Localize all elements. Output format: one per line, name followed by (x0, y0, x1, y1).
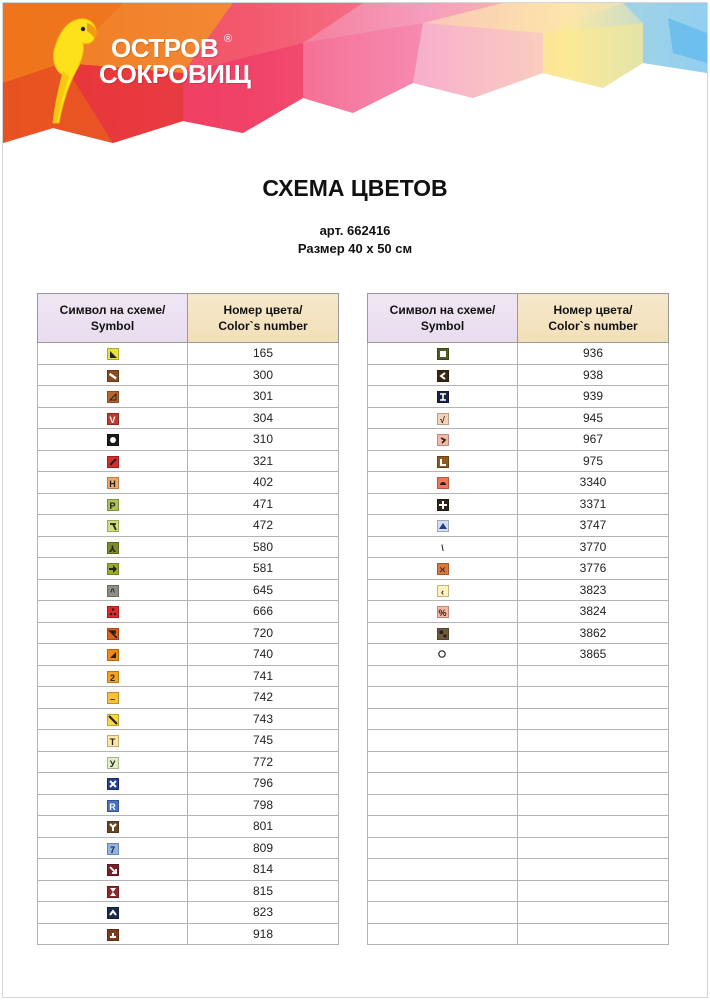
color-swatch: 2 (107, 671, 119, 683)
arrow-diagonal-icon (107, 864, 119, 876)
color-number: 938 (518, 364, 669, 386)
color-number: 3747 (518, 515, 669, 537)
symbol-cell (368, 794, 518, 816)
color-number: 936 (518, 343, 669, 365)
symbol-header-line2: Symbol (90, 319, 135, 333)
symbol-column-header (38, 294, 188, 343)
symbol-cell (368, 622, 518, 644)
symbol-cell (368, 773, 518, 795)
color-table-right (367, 293, 669, 945)
symbol-cell (368, 386, 518, 408)
color-number: 581 (188, 558, 339, 580)
symbol-cell (38, 773, 188, 795)
pick-icon (107, 520, 119, 532)
color-number: 3824 (518, 601, 669, 623)
symbol-cell (38, 515, 188, 537)
color-number: 772 (188, 751, 339, 773)
symbol-cell (38, 837, 188, 859)
table-row (38, 450, 339, 472)
color-number (518, 773, 669, 795)
page-title: СХЕМА ЦВЕТОВ (262, 175, 448, 201)
symbol-cell (38, 622, 188, 644)
table-row (38, 407, 339, 429)
empty-row (368, 708, 669, 730)
color-swatch: ‹ (437, 585, 449, 597)
color-number: 815 (188, 880, 339, 902)
symbol-cell (38, 386, 188, 408)
base-bar-icon (107, 929, 119, 941)
symbol-cell (368, 880, 518, 902)
dot-icon (107, 434, 119, 446)
table-row (368, 407, 669, 429)
symbol-cell (368, 558, 518, 580)
empty-row (368, 751, 669, 773)
circle-outline-icon (437, 649, 449, 661)
three-dots-icon (107, 606, 119, 618)
symbol-cell (38, 407, 188, 429)
color-number: 402 (188, 472, 339, 494)
arrow-right-icon (107, 563, 119, 575)
color-swatch: R (107, 800, 119, 812)
brand-line2: СОКРОВИЩ (99, 59, 251, 89)
table-row (38, 794, 339, 816)
color-swatch: % (438, 608, 447, 619)
table-row (38, 601, 339, 623)
symbol-cell (38, 880, 188, 902)
number-column-header (518, 294, 669, 343)
triangle-corner-icon (107, 348, 119, 360)
canvas-size: Размер 40 х 50 см (297, 241, 413, 256)
color-number: 798 (188, 794, 339, 816)
table-row (38, 751, 339, 773)
parrot-icon (41, 11, 101, 129)
color-swatch: У (107, 757, 119, 769)
color-number (518, 751, 669, 773)
color-number: 809 (188, 837, 339, 859)
table-row (368, 622, 669, 644)
table-row (368, 601, 669, 623)
symbol-cell (368, 730, 518, 752)
empty-row (368, 923, 669, 945)
color-swatch: √ (437, 413, 449, 425)
symbol-cell (368, 601, 518, 623)
symbol-cell (38, 902, 188, 924)
symbol-cell (368, 364, 518, 386)
i-beam-icon (437, 391, 449, 403)
color-number: 740 (188, 644, 339, 666)
table-row (38, 902, 339, 924)
slash-icon (107, 456, 119, 468)
color-swatch: 7 (107, 843, 119, 855)
symbol-cell (368, 429, 518, 451)
color-number: 720 (188, 622, 339, 644)
symbol-cell (368, 923, 518, 945)
table-row (368, 493, 669, 515)
color-number: 645 (188, 579, 339, 601)
table-row (38, 773, 339, 795)
table-row (368, 386, 669, 408)
table-row (368, 558, 669, 580)
color-number: 823 (188, 902, 339, 924)
color-number: 310 (188, 429, 339, 451)
color-number: 304 (188, 407, 339, 429)
color-number: 3371 (518, 493, 669, 515)
color-swatch: \ (437, 542, 449, 554)
table-row (38, 386, 339, 408)
table-row (38, 708, 339, 730)
color-number: 301 (188, 386, 339, 408)
color-number (518, 708, 669, 730)
color-number: 580 (188, 536, 339, 558)
diagonal-icon (107, 714, 119, 726)
symbol-cell (368, 515, 518, 537)
color-swatch: ^ (107, 585, 119, 597)
color-number (518, 859, 669, 881)
table-row (38, 816, 339, 838)
empty-row (368, 859, 669, 881)
empty-row (368, 665, 669, 687)
table-row (38, 837, 339, 859)
triangle-left-icon (107, 649, 119, 661)
symbol-cell (368, 536, 518, 558)
symbol-cell (368, 407, 518, 429)
number-column-header (188, 294, 339, 343)
color-number (518, 837, 669, 859)
solid-triangle-icon (437, 520, 449, 532)
plus-icon (437, 499, 449, 511)
split-dots-icon (437, 628, 449, 640)
hollow-square-icon (437, 348, 449, 360)
symbol-cell (368, 644, 518, 666)
symbol-cell (38, 579, 188, 601)
symbol-cell (38, 364, 188, 386)
empty-row (368, 794, 669, 816)
color-number (518, 730, 669, 752)
table-row (38, 472, 339, 494)
slash-bar-icon (107, 370, 119, 382)
color-number: 741 (188, 665, 339, 687)
symbol-cell (368, 859, 518, 881)
color-number (518, 923, 669, 945)
symbol-cell (38, 558, 188, 580)
color-chart-sheet (2, 2, 708, 998)
symbol-cell (368, 751, 518, 773)
empty-row (368, 880, 669, 902)
corner-l-icon (437, 456, 449, 468)
symbol-cell (38, 687, 188, 709)
table-row (38, 536, 339, 558)
color-number: 300 (188, 364, 339, 386)
hourglass-icon (107, 886, 119, 898)
symbol-cell (38, 730, 188, 752)
color-number: 3340 (518, 472, 669, 494)
symbol-cell (368, 665, 518, 687)
color-swatch: ✕ (437, 563, 449, 575)
table-row (368, 579, 669, 601)
symbol-cell (368, 687, 518, 709)
color-number: 945 (518, 407, 669, 429)
brand-line1: ОСТРОВ (111, 33, 219, 63)
color-number: 814 (188, 859, 339, 881)
number-header-line2: Color`s number (218, 319, 308, 333)
symbol-cell (38, 472, 188, 494)
symbol-cell (38, 450, 188, 472)
symbol-cell (38, 343, 188, 365)
symbol-cell (368, 816, 518, 838)
table-row (38, 880, 339, 902)
table-row (38, 859, 339, 881)
number-header-line2: Color`s number (548, 319, 638, 333)
color-swatch: H (107, 477, 119, 489)
color-number (518, 794, 669, 816)
color-number: 3865 (518, 644, 669, 666)
symbol-header-line1: Символ на схеме/ (59, 303, 166, 317)
table-row (38, 364, 339, 386)
symbol-cell (368, 708, 518, 730)
empty-row (368, 837, 669, 859)
color-number (518, 816, 669, 838)
symbol-header-line1: Символ на схеме/ (389, 303, 496, 317)
symbol-cell (38, 859, 188, 881)
color-number (518, 902, 669, 924)
half-disc-icon (437, 477, 449, 489)
table-row (38, 493, 339, 515)
table-row (368, 472, 669, 494)
table-row (38, 644, 339, 666)
color-number (518, 665, 669, 687)
color-swatch: – (107, 692, 119, 704)
color-number: 472 (188, 515, 339, 537)
color-number: 3823 (518, 579, 669, 601)
symbol-cell (38, 816, 188, 838)
table-row (38, 515, 339, 537)
symbol-cell (38, 644, 188, 666)
color-table-left (37, 293, 339, 945)
symbol-cell (368, 343, 518, 365)
table-row (38, 622, 339, 644)
brand-logo (41, 11, 251, 129)
color-swatch: T (107, 735, 119, 747)
outline-triangle-icon (107, 391, 119, 403)
color-number: 321 (188, 450, 339, 472)
symbol-cell (38, 665, 188, 687)
color-number: 975 (518, 450, 669, 472)
cross-icon (107, 778, 119, 790)
color-swatch: ⅄ (107, 542, 119, 554)
color-number: 939 (518, 386, 669, 408)
chevron-up-icon (107, 907, 119, 919)
symbol-cell (368, 450, 518, 472)
color-number (518, 687, 669, 709)
symbol-cell (368, 472, 518, 494)
empty-row (368, 773, 669, 795)
color-number: 801 (188, 816, 339, 838)
color-number: 3770 (518, 536, 669, 558)
article-number: арт. 662416 (319, 223, 391, 238)
table-row (368, 364, 669, 386)
symbol-cell (368, 493, 518, 515)
empty-row (368, 730, 669, 752)
color-number: 743 (188, 708, 339, 730)
check-hook-icon (437, 434, 449, 446)
color-number: 796 (188, 773, 339, 795)
table-row (368, 343, 669, 365)
color-number: 666 (188, 601, 339, 623)
chevron-left-icon (437, 370, 449, 382)
table-row (368, 450, 669, 472)
registered-mark: ® (224, 33, 233, 45)
table-row (38, 579, 339, 601)
color-number: 742 (188, 687, 339, 709)
color-number: 165 (188, 343, 339, 365)
trefoil-icon (107, 821, 119, 833)
symbol-column-header (368, 294, 518, 343)
symbol-cell (38, 708, 188, 730)
table-row (368, 515, 669, 537)
symbol-cell (368, 902, 518, 924)
number-header-line1: Номер цвета/ (223, 303, 303, 317)
table-row (38, 558, 339, 580)
table-row (38, 665, 339, 687)
number-header-line1: Номер цвета/ (553, 303, 633, 317)
color-number: 471 (188, 493, 339, 515)
symbol-cell (368, 579, 518, 601)
table-row (38, 923, 339, 945)
color-number (518, 880, 669, 902)
table-row (38, 343, 339, 365)
color-number: 967 (518, 429, 669, 451)
empty-row (368, 902, 669, 924)
empty-row (368, 816, 669, 838)
table-row (368, 536, 669, 558)
color-number: 918 (188, 923, 339, 945)
table-row (38, 429, 339, 451)
symbol-cell (38, 751, 188, 773)
hammer-icon (107, 628, 119, 640)
table-row (368, 429, 669, 451)
color-number: 3862 (518, 622, 669, 644)
symbol-cell (38, 601, 188, 623)
symbol-cell (368, 837, 518, 859)
symbol-cell (38, 794, 188, 816)
table-row (38, 730, 339, 752)
symbol-cell (38, 536, 188, 558)
symbol-header-line2: Symbol (420, 319, 465, 333)
table-row (368, 644, 669, 666)
table-row (38, 687, 339, 709)
color-number: 3776 (518, 558, 669, 580)
symbol-cell (38, 493, 188, 515)
color-number: 745 (188, 730, 339, 752)
symbol-cell (38, 923, 188, 945)
empty-row (368, 687, 669, 709)
color-swatch: V (107, 413, 119, 425)
color-swatch: P (107, 499, 119, 511)
symbol-cell (38, 429, 188, 451)
